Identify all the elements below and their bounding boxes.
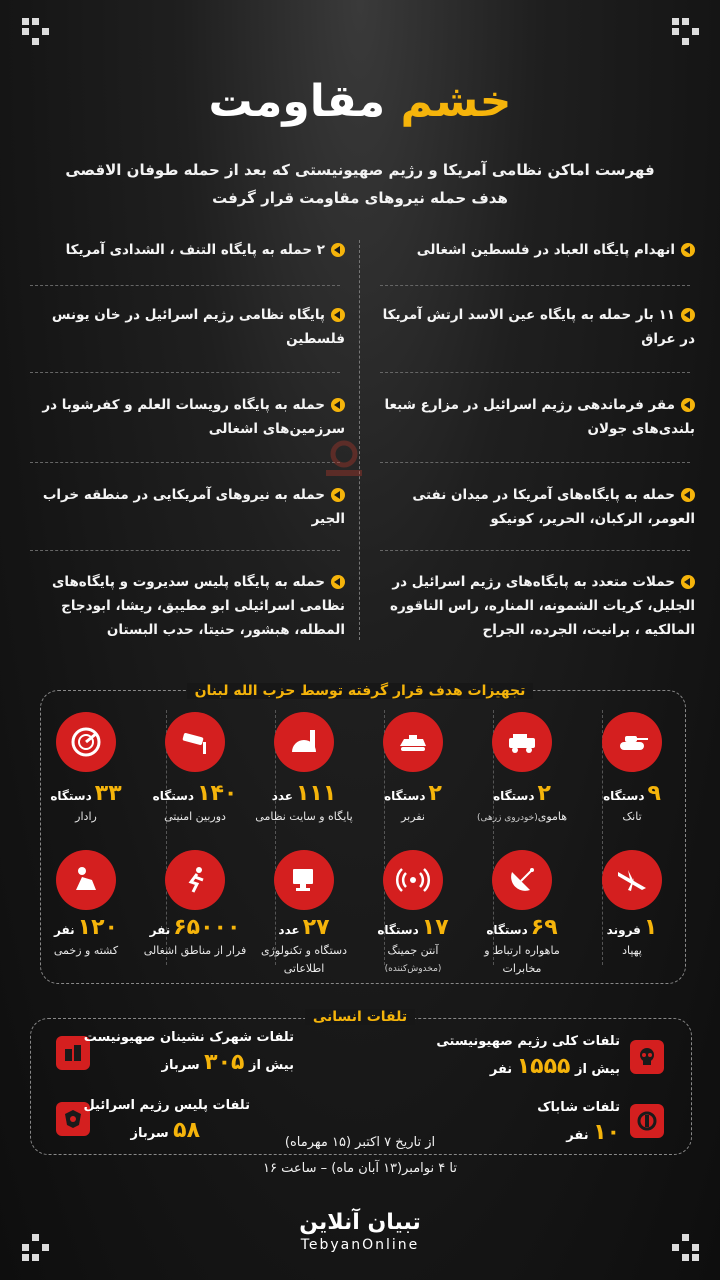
computer-icon [274, 850, 334, 910]
play-bullet-icon [681, 488, 695, 502]
humvee-icon [492, 712, 552, 772]
date-range: از تاریخ ۷ اکتبر (۱۵ مهرماه) تا ۴ نوامبر(۱۳ آبان ماه) – ساعت ۱۶ [263, 1135, 457, 1176]
list-item [30, 570, 345, 642]
military-site-icon [274, 712, 334, 772]
radar-icon [56, 712, 116, 772]
equipment-section-title: تجهیزات هدف قرار گرفته توسط حزب الله لبنان [0, 680, 720, 699]
zionist-total-value: بیش از ۱۵۵۵ نفر [489, 1054, 620, 1079]
list-item-text: حمله به نیروهای آمریکایی در منطقه خراب الجیر [42, 487, 345, 527]
divider [30, 285, 340, 286]
corner-ornament [22, 18, 50, 46]
list-item-text: پایگاه نظامی رژیم اسرائیل در خان یونس فلسطین [51, 307, 345, 347]
divider [380, 462, 690, 463]
equipment-label: رادار [75, 810, 97, 823]
watermark-logo-icon [318, 440, 370, 480]
title-main: مقاومت [208, 76, 386, 127]
list-item [380, 483, 695, 531]
equipment-count: ۱۷دستگاه [377, 915, 449, 940]
play-bullet-icon [331, 488, 345, 502]
list-item [380, 570, 695, 642]
corner-ornament [672, 18, 700, 46]
security-camera-icon [165, 712, 225, 772]
list-item [380, 238, 695, 262]
settlements-value: بیش از ۳۰۵ سرباز [161, 1050, 294, 1075]
list-item [30, 393, 345, 441]
satellite-dish-icon [492, 850, 552, 910]
divider [380, 285, 690, 286]
police-value: ۵۸ سرباز [130, 1118, 200, 1143]
play-bullet-icon [331, 575, 345, 589]
list-item-text: حمله به پایگاه رویسات العلم و کفرشوبا در سرزمین‌های اشغالی [42, 397, 345, 437]
divider [30, 550, 340, 551]
logo-text-en: TebyanOnline [300, 1237, 420, 1253]
equipment-label: هاموی(خودروی زرهی) [476, 810, 568, 823]
equipment-count: ۱۲۰نفر [54, 915, 118, 940]
equipment-count: ۶۹دستگاه [486, 915, 558, 940]
equipment-count: ۳۳دستگاه [50, 781, 122, 806]
list-item-text: ۲ حمله به پایگاه التنف ، الشدادی آمریکا [65, 242, 325, 258]
equipment-label: ماهواره ارتباط و مخابرات [484, 944, 560, 975]
equipment-count: ۲دستگاه [384, 781, 442, 806]
injured-person-icon [56, 850, 116, 910]
equipment-count: ۱۱۱عدد [271, 781, 337, 806]
skull-icon [630, 1040, 664, 1074]
list-item-text: حمله به پایگاه پلیس سدیروت و پایگاه‌های نظامی اسرائیلی ابو مطیبق، ریشا، ابودجاج المطله، هبشور، حنیتا، حدب البستان [52, 574, 345, 638]
subtitle-line: فهرست اماکن نظامی آمریکا و رژیم صهیونیستی که بعد از حمله طوفان الاقصی [65, 161, 655, 179]
list-item [380, 393, 695, 441]
page-title [0, 76, 720, 127]
list-item [30, 238, 345, 262]
title-highlight: خشم [400, 76, 512, 127]
equipment-label: دستگاه و تکنولوژی اطلاعاتی [260, 944, 348, 975]
divider [30, 462, 340, 463]
subtitle [40, 156, 680, 212]
divider [380, 372, 690, 373]
police-title: تلفات پلیس رژیم اسرائیل [83, 1098, 250, 1113]
logo-text-fa: تبیان آنلاین [299, 1210, 421, 1235]
play-bullet-icon [681, 243, 695, 257]
brand-logo [0, 1210, 720, 1253]
play-bullet-icon [331, 243, 345, 257]
tank-icon [602, 712, 662, 772]
list-item-text: ۱۱ بار حمله به پایگاه عین الاسد ارتش آمریکا در عراق [382, 307, 695, 347]
equipment-label: فرار از مناطق اشغالی [143, 944, 247, 957]
zionist-total-title: تلفات کلی رژیم صهیونیستی [436, 1034, 620, 1049]
shabak-value: ۱۰ نفر [566, 1120, 620, 1145]
equipment-label: پهپاد [622, 944, 642, 957]
list-item-text: انهدام پایگاه العباد در فلسطین اشغالی [416, 242, 675, 258]
drone-icon [602, 850, 662, 910]
equipment-count: ۲۷عدد [278, 915, 330, 940]
equipment-label: تانک [622, 810, 642, 823]
list-item [30, 483, 345, 531]
list-item-text: حمله به پایگاه‌های آمریکا در میدان نفتی العومر، الرکبان، الحریر، کونیکو [412, 487, 695, 527]
divider [30, 372, 340, 373]
shabak-title: تلفات شاباک [537, 1100, 620, 1115]
jamming-antenna-icon [383, 850, 443, 910]
equipment-count: ۹دستگاه [603, 781, 661, 806]
play-bullet-icon [681, 398, 695, 412]
apc-icon [383, 712, 443, 772]
equipment-label: آنتن جمینگ (مخدوش‌کننده) [384, 944, 442, 974]
list-item-text: مقر فرماندهی رژیم اسرائیل در مزارع شبعا بلندی‌های جولان [384, 397, 695, 437]
equipment-count: ۶۵۰۰۰نفر [149, 915, 241, 940]
subtitle-line: هدف حمله نیروهای مقاومت قرار گرفت [212, 189, 508, 207]
equipment-label: کشته و زخمی [53, 944, 119, 957]
equipment-count: ۲دستگاه [493, 781, 551, 806]
divider [380, 550, 690, 551]
equipment-count: ۱۴۰دستگاه [152, 781, 238, 806]
play-bullet-icon [331, 308, 345, 322]
list-item [30, 303, 345, 351]
equipment-label: نفربر [401, 810, 425, 823]
equipment-count: ۱فروند [606, 915, 658, 940]
settlements-title: تلفات شهرک نشینان صهیونیست [83, 1030, 294, 1045]
equipment-label: پایگاه و سایت نظامی [255, 810, 353, 823]
play-bullet-icon [681, 308, 695, 322]
equipment-label: دوربین امنیتی [164, 810, 226, 823]
casualties-section-title: تلفات انسانی [0, 1006, 720, 1025]
list-item-text: حملات متعدد به پایگاه‌های رژیم اسرائیل در الجلیل، کریات الشمونه، المناره، راس الناقوره المالکیه ، برانیت، الجرده، الجراح [390, 574, 695, 638]
play-bullet-icon [331, 398, 345, 412]
running-person-icon [165, 850, 225, 910]
play-bullet-icon [681, 575, 695, 589]
list-item [380, 303, 695, 351]
